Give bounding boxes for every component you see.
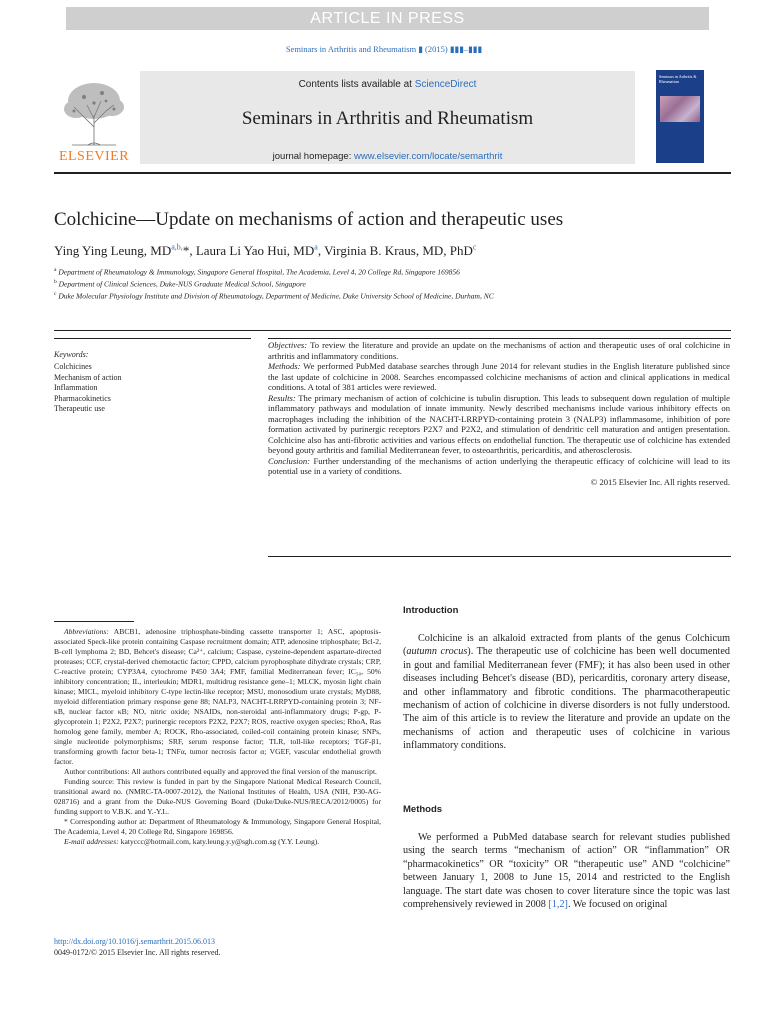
author-3: Virginia B. Kraus, MD, PhD$^c$ [324, 243, 477, 259]
methods-paragraph: We performed a PubMed database search for relevant studies published using the search terms “mechanism of action” OR “inflammation” OR “pharmacokinetics” OR “toxicity” OR “therapeutic use” AND “colchicine” between January 1, 2008 to June 15, 2014 and restricted to the English language. The start date was chosen to cover literature since the topic was last comprehensively reviewed in 2008 [1,2]. We focused on original [403, 832, 730, 911]
keywords-heading: Keywords: [54, 350, 89, 359]
abstract-conclusion: Conclusion: Further understanding of the mechanisms of action underlying the therapeutic efficacy of colchicine will lead to its potential use in a variety of conditions. [268, 455, 730, 476]
running-head[interactable]: Seminars in Arthritis and Rheumatism ▮ (2015) ▮▮▮–▮▮▮ [285, 44, 483, 54]
journal-cover-thumbnail[interactable] [656, 70, 704, 163]
article-info-rule [54, 338, 251, 339]
elsevier-wordmark[interactable]: ELSEVIER [58, 149, 130, 164]
header-rule [54, 172, 731, 174]
author-1: Ying Ying Leung, $MD^{a,b,}*$, [54, 243, 196, 259]
keyword-item: Colchicines [54, 362, 92, 371]
keywords-list [54, 362, 122, 415]
abstract-methods: Methods: We performed PubMed database searches through June 2014 for relevant studies in the English literature published since the last update of colchicine in 2008. Searches encompassed colchicine mechanisms of action and clinical applications in medical conditions. A total of 381 articles were reviewed. [268, 361, 730, 392]
intro-paragraph: Colchicine is an alkaloid extracted from plants of the genus Colchicum (autumn crocus). The therapeutic use of colchicine has been well documented in gout and familial Mediterranean fever (FMF); it has also been used in other diseases including Behcet's disease (BD), pericarditis, coronary artery disease, and other inflammatory and fibrotic conditions. The pharmacotherapeutic mechanism of action of colchicine in diverse disorders is not fully understood. The aim of this article is to review the literature and provide an update on the mechanisms of action and therapeutic uses of colchicine in various inflammatory conditions. [403, 633, 730, 752]
author-3-affil[interactable]: c [472, 243, 477, 252]
footnote-corresponding: * Corresponding author at: Department of Rheumatology & Immunology, Singapore General Hospital, The Academia, Level 4, 20 College Rd, Singapore 169856. [54, 817, 381, 836]
author-2: Laura Li Yao Hui, $MD^a$, [195, 243, 325, 259]
footnotes [54, 627, 381, 847]
abstract-bottom-rule [268, 556, 731, 557]
sciencedirect-link[interactable]: ScienceDirect [414, 79, 477, 90]
affiliation-c: $^c$ Duke Molecular Physiology Institute and Division of Rheumatology, Department of Medicine, Duke University School of Medicine, Durham, NC [54, 291, 494, 301]
intro-heading: Introduction [403, 605, 459, 616]
footnote-email: E-mail addresses: katyccc@hotmail.com, katy.leung.y.y@sgh.com.sg (Y.Y. Leung). [64, 837, 320, 846]
footnote-funding: Funding source: This review is funded in part by the Singapore National Medical Research Council, transitional award no. (NMRC-TA-0007-2012), the National Institutes of Health, USA (NIH, P30-AG-028716) and a grant from the Duke-NUS Governing Board (Duke/Duke-NUS/RECA/2012/0005) for funding support to V.B.K. and Y.-Y.L. [54, 777, 381, 816]
footnote-abbreviations: Abbreviations: ABCB1, adenosine triphosphate-binding cassette transporter 1; ASC, apoptosis-associated Speck-like protein containing Caspase recruitment domain; ATP, adenosine triphosphate; Bcl-2, B-cell lymphoma 2; BD, Behcet's disease; Ca²⁺, calcium; Caspase, cysteine-dependent aspartate-directed proteases; CCF, crystal-derived chemotactic factor; CPPD, calcium pyrophosphate dihydrate crystals; CRP, C-reactive protein; CYP3A4, cytochrome P450 3A4; FMF, familial Mediterranean fever; IC₅₀, 50% inhibitory concentration; IL, interleukin; MDR1, multidrug resistance gene–1; MLCK, myosin light chain kinase; MICL, myeloid inhibitory C-type lectin-like receptor; MSU, monosodium urate crystals; MyD88, myeloid differentiation primary response gene 88; NALP3, NACHT-LRRPYD-containing protein 3; NF-κB, nuclear factor κB; NO, nitric oxide; NSAIDs, non-steroidal anti-inflammatory drugs; P-gp, P-glycoprotein 1; P2X2, P2X7; purinergic receptors P2X2, P2X7; ROS, reactive oxygen species; RhoA, Ras homolog gene family, member A; ROCK, Rho-associated, coiled-coil containing protein kinase; SNPs, single nucleotide polymorphisms; SRF, serum response factor; TLR, toll-like receptors; TGF-β1, transforming growth factor beta-1; TNFα, tumor necrosis factor α; VGEF, vascular endothelial growth factor. [54, 627, 381, 766]
homepage-prefix: journal homepage: [272, 151, 354, 162]
keyword-item: Pharmacokinetics [54, 393, 111, 403]
cover-title: Seminars in Arthritis & Rheumatism [659, 74, 697, 84]
journal-name: Seminars in Arthritis and Rheumatism [241, 108, 534, 129]
abstract-results: Results: The primary mechanism of action of colchicine is tubulin disruption. This leads to subsequent down regulation of multiple inflammatory pathways and modulation of innate immunity. Newly described mechanisms include various inhibitory effects on macrophages including the inhibition of the NACHT-LRRPYD-containing protein 3 (NALP3) inflammasome, inhibition of pore formation activated by purinergic receptors P2X7 and P2X2, and stimulation of dendritic cell maturation and antigen presentation. Colchicine also has anti-fibrotic activities and various effects on endothelial function. The therapeutic use of colchicine has extended beyond gouty arthritis and familial Mediterranean fever, to osteoarthritis, pericarditis, and atherosclerosis. [268, 392, 730, 455]
contents-prefix: Contents lists available at [298, 79, 415, 90]
keyword-item: Therapeutic use [54, 404, 105, 413]
contents-lists [140, 79, 635, 90]
abstract-top-rule [54, 330, 731, 331]
doi-link[interactable]: http://dx.doi.org/10.1016/j.semarthrit.2015.06.013 [54, 937, 215, 946]
author-1-affil[interactable]: a,b, [171, 243, 183, 252]
affiliation-b: $^b$ Department of Clinical Sciences, Duke-NUS Graduate Medical School, Singapore [54, 279, 306, 289]
abstract-rule [268, 338, 731, 339]
homepage-link[interactable]: www.elsevier.com/locate/semarthrit [353, 151, 503, 162]
journal-homepage [140, 151, 635, 162]
reference-link[interactable]: [1,2] [548, 899, 568, 911]
keyword-item: Mechanism of action [54, 372, 122, 382]
issn-line: 0049-0172/© 2015 Elsevier Inc. All rights reserved. [54, 948, 221, 957]
footnote-contributions: Author contributions: All authors contributed equally and approved the final version of the manuscript. [64, 767, 377, 776]
cover-image [660, 96, 700, 122]
abstract-copyright: © 2015 Elsevier Inc. All rights reserved. [590, 476, 730, 487]
abstract-objectives: Objectives: To review the literature and provide an update on the mechanisms of action and therapeutic uses of oral colchicine in arthritis and inflammatory conditions. [268, 340, 730, 361]
article-in-press-banner: ARTICLE IN PRESS [66, 7, 709, 30]
methods-heading: Methods [403, 804, 443, 815]
keyword-item: Inflammation [54, 383, 98, 392]
affiliation-a: $^a$ Department of Rheumatology & Immunology, Singapore General Hospital, The Academia, Level 4, 20 College Rd, Singapore 169856 [54, 267, 460, 277]
author-2-affil[interactable]: a [314, 243, 318, 252]
footnote-rule [54, 621, 134, 622]
article-title: Colchicine—Update on mechanisms of action and therapeutic uses [54, 209, 564, 230]
author-list [54, 243, 734, 259]
abstract [268, 340, 730, 487]
